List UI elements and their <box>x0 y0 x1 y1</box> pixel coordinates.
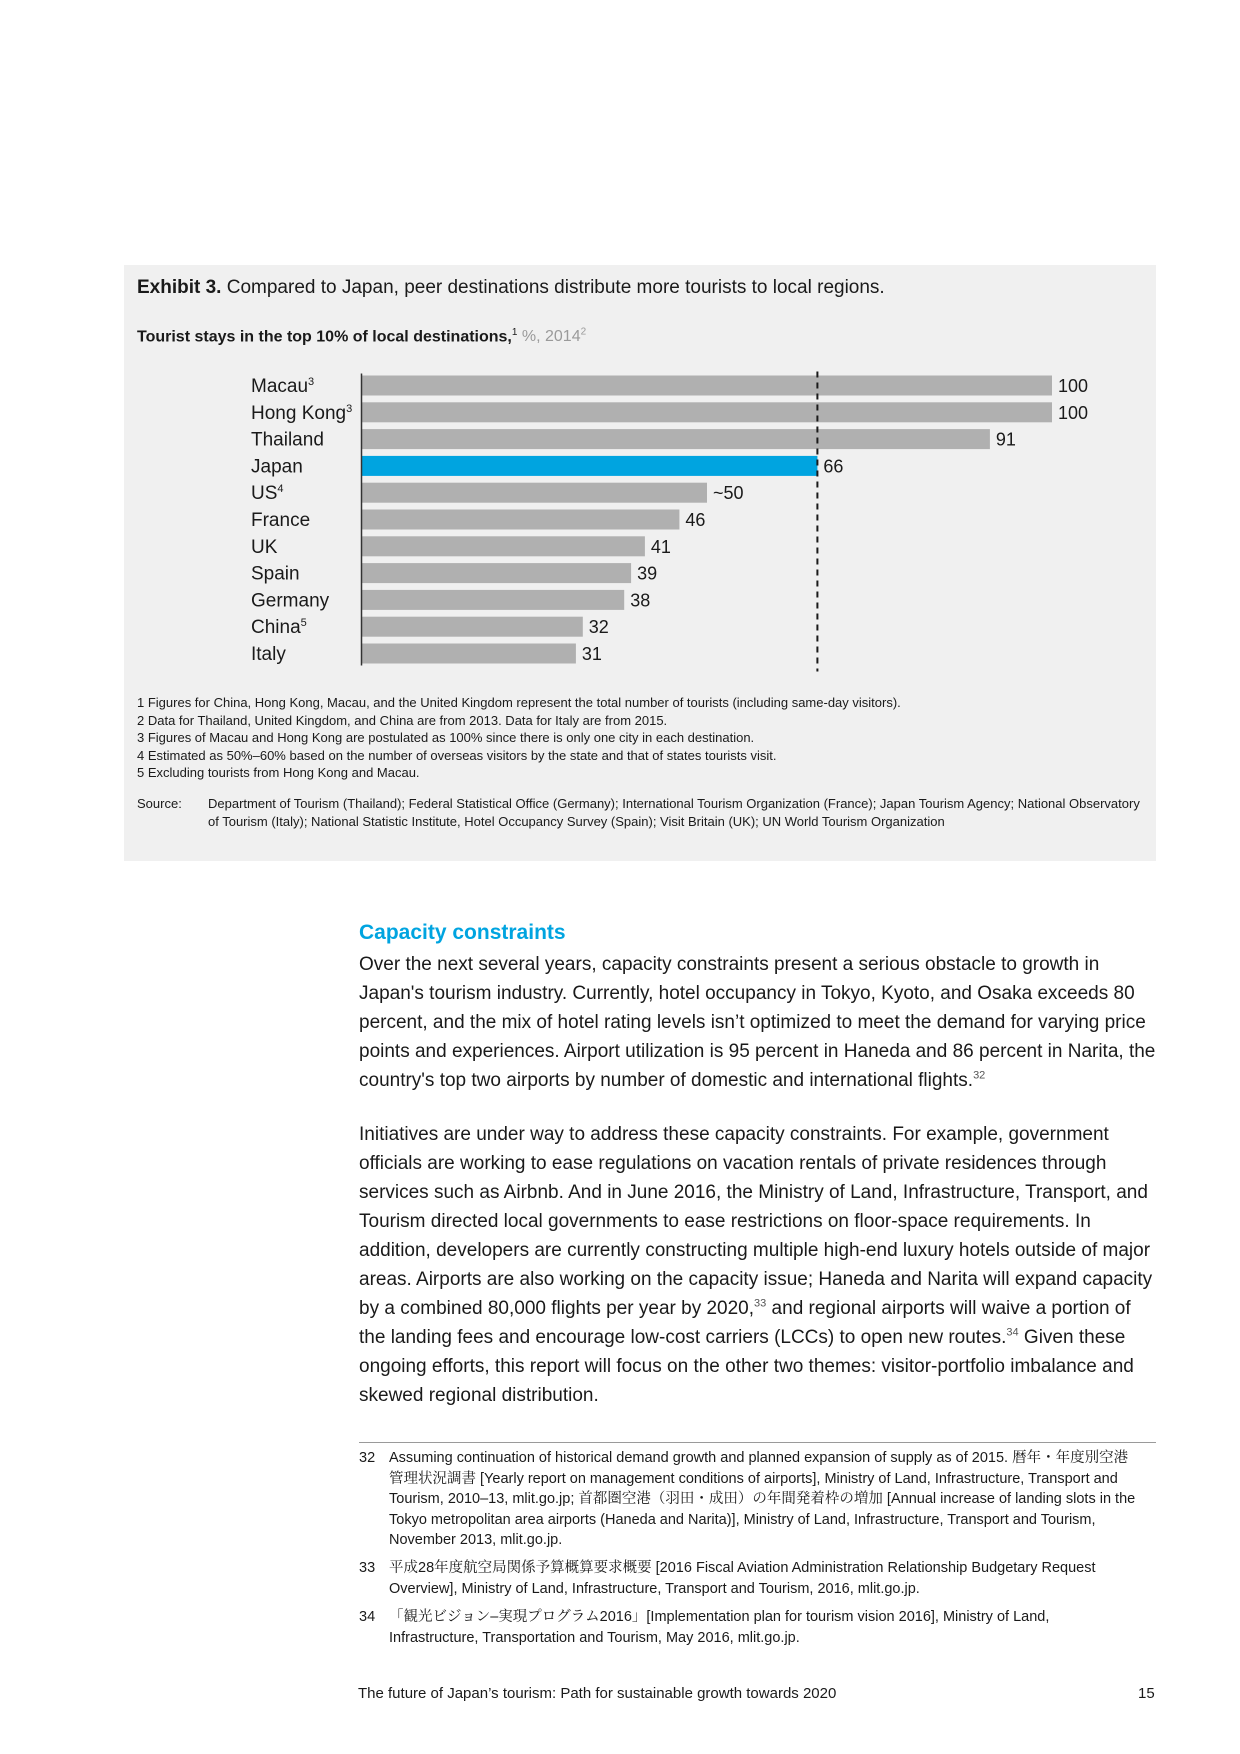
endnote-ref[interactable]: 32 <box>973 1069 986 1082</box>
bar-hong-kong <box>362 402 1052 422</box>
chart-source <box>137 795 1147 830</box>
bar-japan <box>362 456 817 476</box>
footer-title: The future of Japan’s tourism: Path for sustainable growth towards 2020 <box>358 1685 837 1702</box>
bar-germany <box>362 590 624 610</box>
endnote-text: Assuming continuation of historical demand growth and planned expansion of supply as of 2015. 暦年・年度別空港管理状況調書 [Yearly report on management conditions of airports], Ministry of Land, Infrastructure, Transport and Tourism, 2010–13, mlit.go.jp; 首都圏空港（羽田・成田）の年間発着枠の増加 [Annual increase of landing slots in the Tokyo metropolitan area airports (Haneda and Narita)], Ministry of Land, Infrastructure, Transport and Tourism, November 2013, mlit.go.jp. <box>389 1450 1136 1548</box>
endnote-number: 32 <box>359 1450 376 1466</box>
exhibit-panel <box>124 265 1156 861</box>
chart-unit-sup: 2 <box>580 327 587 338</box>
category-footnote-sup: 4 <box>277 483 284 496</box>
category-label: UK <box>251 536 278 558</box>
footnote: 4 Estimated as 50%–60% based on the number of overseas visitors by the state and that of states tourists visit. <box>137 747 777 763</box>
body-paragraph <box>359 950 1159 1095</box>
endnote-ref[interactable]: 34 <box>1006 1326 1019 1339</box>
value-label: 31 <box>581 644 602 664</box>
value-label: 100 <box>1058 402 1089 423</box>
category-footnote-sup: 5 <box>300 617 307 630</box>
endnote-number: 34 <box>359 1609 376 1625</box>
endnotes-divider <box>359 1442 1156 1443</box>
category-label: Spain <box>251 563 300 585</box>
category-label: $US^4$ <box>251 483 284 505</box>
value-label: 66 <box>823 456 844 477</box>
exhibit-label: Exhibit 3. <box>137 277 222 298</box>
source-text: Department of Tourism (Thailand); Federal Statistical Office (Germany); International Tourism Organization (France); Japan Tourism Agency; National Observatory of Tourism (Italy); National Statistic Institute, Hotel Occupancy Survey (Spain); Visit Britain (UK); UN World Tourism Organization <box>208 796 1140 829</box>
chart-subtitle-main: Tourist stays in the top 10% of local destinations, <box>137 328 512 346</box>
bar-spain <box>362 563 631 583</box>
bar-china <box>362 617 583 637</box>
category-label: Japan <box>251 456 303 478</box>
value-label: 38 <box>630 590 651 611</box>
chart-unit-text: %, 2014 <box>521 328 581 346</box>
exhibit-headline: Compared to Japan, peer destinations distribute more tourists to local regions. <box>226 277 885 298</box>
bar-italy <box>362 644 576 664</box>
endnote <box>359 1558 1139 1599</box>
endnote <box>359 1607 1139 1648</box>
value-label: 41 <box>650 536 671 557</box>
body-paragraph <box>359 1120 1159 1410</box>
bar-uk <box>362 536 645 556</box>
footnote: 5 Excluding tourists from Hong Kong and Macau. <box>137 765 420 780</box>
category-label: France <box>251 510 311 531</box>
category-label: Italy <box>251 644 286 665</box>
value-label: 100 <box>1058 376 1089 396</box>
category-label: Germany <box>251 590 330 612</box>
endnote <box>359 1448 1139 1551</box>
endnote-number: 33 <box>359 1560 376 1576</box>
bar-thailand <box>362 429 990 449</box>
footnote: 3 Figures of Macau and Hong Kong are postulated as 100% since there is only one city in each destination. <box>137 730 755 745</box>
value-label: 32 <box>588 617 609 638</box>
value-label: ~50 <box>713 483 744 504</box>
chart-footnotes <box>137 694 1137 782</box>
value-label: 46 <box>685 510 706 530</box>
endnote-text: 平成28年度航空局関係予算概算要求概要 [2016 Fiscal Aviation Administration Relationship Budgetary Request Overview], Ministry of Land, Infrastructure, Transport and Tourism, 2016, mlit.go.jp. <box>389 1560 1096 1597</box>
footnote: 2 Data for Thailand, United Kingdom, and China are from 2013. Data for Italy are from 2015. <box>137 712 668 728</box>
value-label: 39 <box>637 563 658 584</box>
section-heading: Capacity constraints <box>359 921 566 944</box>
page-number: 15 <box>1138 1685 1155 1702</box>
bar-chart <box>124 265 1156 685</box>
value-label: 91 <box>995 429 1016 450</box>
bar-france <box>362 510 679 530</box>
endnote-ref[interactable]: 33 <box>754 1297 767 1310</box>
category-footnote-sup: 3 <box>346 402 353 415</box>
category-label: China$^5$ <box>251 617 307 639</box>
paragraph-text: Over the next several years, capacity constraints present a serious obstacle to growth in Japan's tourism industry. Currently, hotel occupancy in Tokyo, Kyoto, and Osaka exceeds 80 percent, and the mix of hotel rating levels isn’t optimized to meet the demand for varying price points and experiences. Airport utilization is 95 percent in Haneda and 86 percent in Narita, the country's top two airports by number of domestic and international flights. <box>359 954 1156 1091</box>
footnote: 1 Figures for China, Hong Kong, Macau, and the United Kingdom represent the total number of tourists (including same-day visitors). <box>137 695 901 710</box>
category-label: Macau$^3$ <box>251 376 315 397</box>
chart-subtitle-sup: 1 <box>511 327 518 338</box>
bar-us <box>362 483 707 503</box>
endnote-text: 「観光ビジョン–実現プログラム2016」[Implementation plan for tourism vision 2016], Ministry of Land, Infrastructure, Transportation and Tourism, May 2016, mlit.go.jp. <box>389 1609 1050 1646</box>
source-label: Source: <box>137 796 182 811</box>
bar-macau <box>362 376 1052 396</box>
category-label: Hong Kong$^3$ <box>251 402 353 424</box>
paragraph-text: and regional airports will waive a portion of the landing fees and encourage low-cost carriers (LCCs) to open new routes. <box>359 1298 1131 1348</box>
paragraph-text: Initiatives are under way to address these capacity constraints. For example, government officials are working to ease regulations on vacation rentals of private residences through services such as Airbnb. And in June 2016, the Ministry of Land, Infrastructure, Transport, and Tourism directed local governments to ease restrictions on floor-space requirements. In addition, developers are currently constructing multiple high-end luxury hotels outside of major areas. Airports are also working on the capacity issue; Haneda and Narita will expand capacity by a combined 80,000 flights per year by 2020, <box>359 1124 1153 1319</box>
category-label: Thailand <box>251 429 324 451</box>
paragraph-text: Given these ongoing efforts, this report will focus on the other two themes: visitor-portfolio imbalance and skewed regional distribution. <box>359 1327 1134 1406</box>
category-footnote-sup: 3 <box>308 376 315 388</box>
